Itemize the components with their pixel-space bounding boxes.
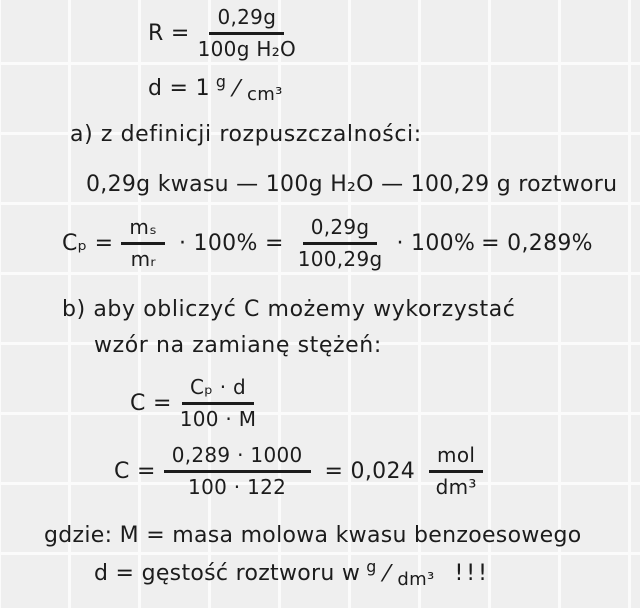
formula-lhs: C = <box>130 391 172 416</box>
cp-times-100-equals: · 100% = <box>178 231 284 256</box>
percent-concentration-equation <box>62 216 593 271</box>
legend-line1-text: gdzie: M = masa molowa kwasu benzoesowego <box>44 523 582 548</box>
legend-density <box>94 557 490 590</box>
legend-line2-text: d = gęstość roztworu w <box>94 561 361 587</box>
fraction-slash: ⁄ <box>384 560 390 587</box>
cp-value-fraction <box>298 216 383 271</box>
solubility-numerator: 0,29g <box>209 6 284 35</box>
density-unit-fraction <box>216 72 283 105</box>
proportion-line <box>86 172 617 197</box>
density-unit-denominator: cm³ <box>247 84 283 106</box>
legend-unit-denominator: dm³ <box>397 569 435 591</box>
calc-unit-denominator: dm³ <box>435 475 477 499</box>
cp-mass-solute: mₛ <box>121 216 165 245</box>
cp-lhs: Cₚ = <box>62 231 114 256</box>
molar-concentration-formula <box>130 376 264 431</box>
molar-concentration-calculation <box>114 444 491 499</box>
part-b-heading-line2 <box>94 333 382 358</box>
cp-symbol-fraction <box>121 216 165 271</box>
formula-denominator: 100 · M <box>179 407 257 431</box>
solubility-fraction <box>198 6 296 61</box>
solubility-denominator: 100g H₂O <box>197 37 297 61</box>
cp-value-numerator: 0,29g <box>303 216 378 245</box>
calc-unit-numerator: mol <box>429 444 483 473</box>
part-a-heading-text: a) z definicji rozpuszczalności: <box>70 122 422 147</box>
legend-unit-fraction <box>366 557 434 590</box>
calc-lhs: C = <box>114 459 156 484</box>
density-value: d = 1 <box>148 76 210 102</box>
calc-denominator: 100 · 122 <box>188 475 287 499</box>
part-b-heading-line1 <box>62 297 515 322</box>
formula-fraction <box>180 376 257 431</box>
part-b-heading1-text: b) aby obliczyć C możemy wykorzystać <box>62 297 516 322</box>
calc-fraction <box>164 444 311 499</box>
cp-times-100: · 100% <box>396 231 476 256</box>
cp-mass-solution: mᵣ <box>130 247 156 271</box>
calc-unit-fraction <box>429 444 483 499</box>
calc-result: = 0,024 <box>324 459 416 484</box>
legend-unit-numerator: g <box>366 557 377 576</box>
cp-value-denominator: 100,29g <box>297 247 383 271</box>
density-unit-numerator: g <box>215 72 227 91</box>
cp-result: = 0,289% <box>481 231 593 256</box>
part-a-heading <box>70 122 422 147</box>
formula-numerator: Cₚ · d <box>182 376 254 405</box>
legend-exclamation: !!! <box>454 561 490 587</box>
part-b-heading2-text: wzór na zamianę stężeń: <box>94 333 382 358</box>
legend-molar-mass <box>44 523 582 548</box>
density-equation <box>148 72 289 105</box>
fraction-slash: ⁄ <box>234 75 239 102</box>
calc-numerator: 0,289 · 1000 <box>164 444 311 473</box>
proportion-text: 0,29g kwasu — 100g H₂O — 100,29 g roztworu <box>86 172 618 197</box>
solubility-lhs: R = <box>148 21 190 46</box>
solubility-equation <box>148 6 304 61</box>
